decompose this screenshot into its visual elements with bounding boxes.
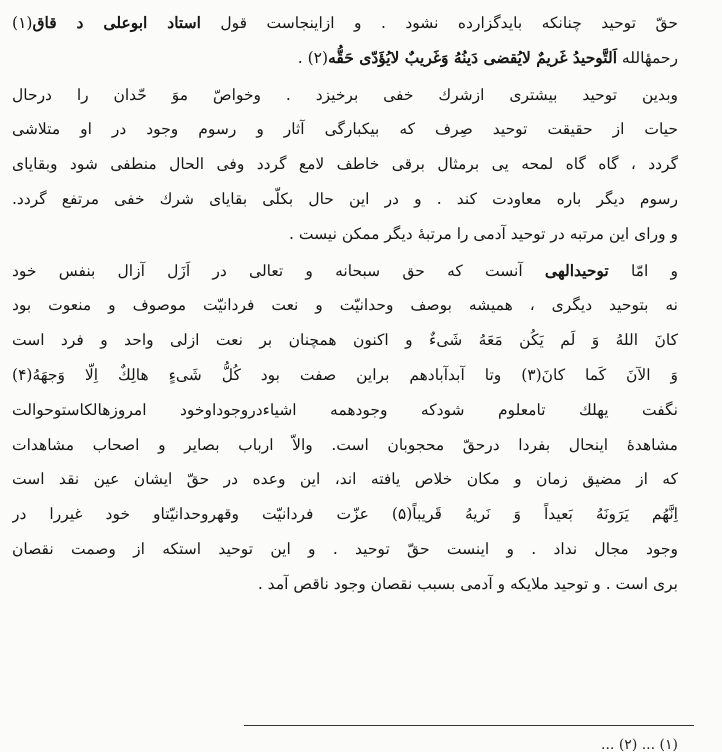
footnote-clipped: (۱) ... (۲) ...	[601, 738, 678, 752]
text-line: مشاهدهٔ اینحال بفردا درحقّ محجوبان است. والاّ ارباب بصایر و اصحاب مشاهدات	[12, 435, 678, 454]
text-line: و امّا توحیدالهی آنست که حق سبحانه و تعالی در اَزَل آزال بنفس خود	[12, 260, 678, 280]
text-line: رحمهٔالله اَلتَّوحیدُ غَریمٌ لایُقضی دَینُهُ وَغَریبٌ لایُؤَدّی حَقُّه(۲) .	[297, 47, 678, 67]
text-line: و ورای این مرتبه در توحید آدمی را مرتبهٔ دیگر ممکن نیست .	[289, 224, 678, 243]
text-line: اِنَّهُم یَرَونَهُ بَعیداً وَ نَریهُ قَریباً(۵) عزّت فردانیّت وقهروحدانیّتاو خود غیررا در	[12, 505, 678, 524]
text-line: نگفت یهلك تامعلوم شودکه وجودهمه اشیاءدروجوداوخود امروزهالکاستوحوالت	[12, 400, 678, 419]
text-line: حقّ توحید چنانکه بایدگزارده نشود . و ازاینجاست قول استاد ابوعلی د قاق(۱)	[12, 13, 678, 32]
text-line: رسوم دیگر باره معاودت کند . و در این حال بکلّی بقایای شرك خفی مرتفع گردد.	[12, 189, 678, 208]
text-line: وَ الآنَ کَما کانَ(۳) وتا آبدآبادهم براین صفت بود کُلُّ شَیءٍ هالِكٌ اِلّا وَجهَهُ(۴)	[12, 365, 678, 384]
text-line: نه بتوحید دیگری ، همیشه بوصف وحدانیّت و نعت فردانیّت موصوف و منعوت بود	[12, 296, 678, 315]
text-line: کانَ اللهُ وَ لَم یَکُن مَعَهُ شَیءٌ و اکنون همچنان بر نعت ازلی واحد و فرد است	[12, 331, 678, 350]
emphasis-text: توحیدالهی	[544, 260, 609, 280]
emphasis-text: استاد ابوعلی د قاق	[32, 13, 201, 32]
text-line: که از مضیق زمان و مکان خلاص یافته اند، این وعده در حقّ ایشان عین نقد است	[12, 470, 678, 489]
text-line: گردد ، گاه گاه لمحه یی برمثال برقی خاطف لامع گردد وفی الحال منطفی شود وبقایای	[12, 155, 678, 174]
text-line: وبدین توحید بیشتری ازشرك خفی برخیزد . وخواصّ موَ حّدان را درحال	[12, 85, 678, 104]
text-line: بری است . و توحید ملایکه و آدمی بسبب نقصان وجود ناقص آمد .	[257, 574, 678, 593]
footnote-divider	[244, 725, 694, 726]
text-line: حیات از حقیقت توحید صِرف که بیکبارگی آثار و رسوم وجود در او متلاشی	[12, 120, 678, 139]
text-line: وجود مجال نداد . و اینست حقّ توحید . و این توحید استکه از وصمت نقصان	[12, 539, 678, 558]
emphasis-text: اَلتَّوحیدُ غَریمٌ لایُقضی دَینُهُ وَغَریبٌ لایُؤَدّی حَقُّه	[328, 47, 617, 67]
text-body	[12, 6, 678, 602]
